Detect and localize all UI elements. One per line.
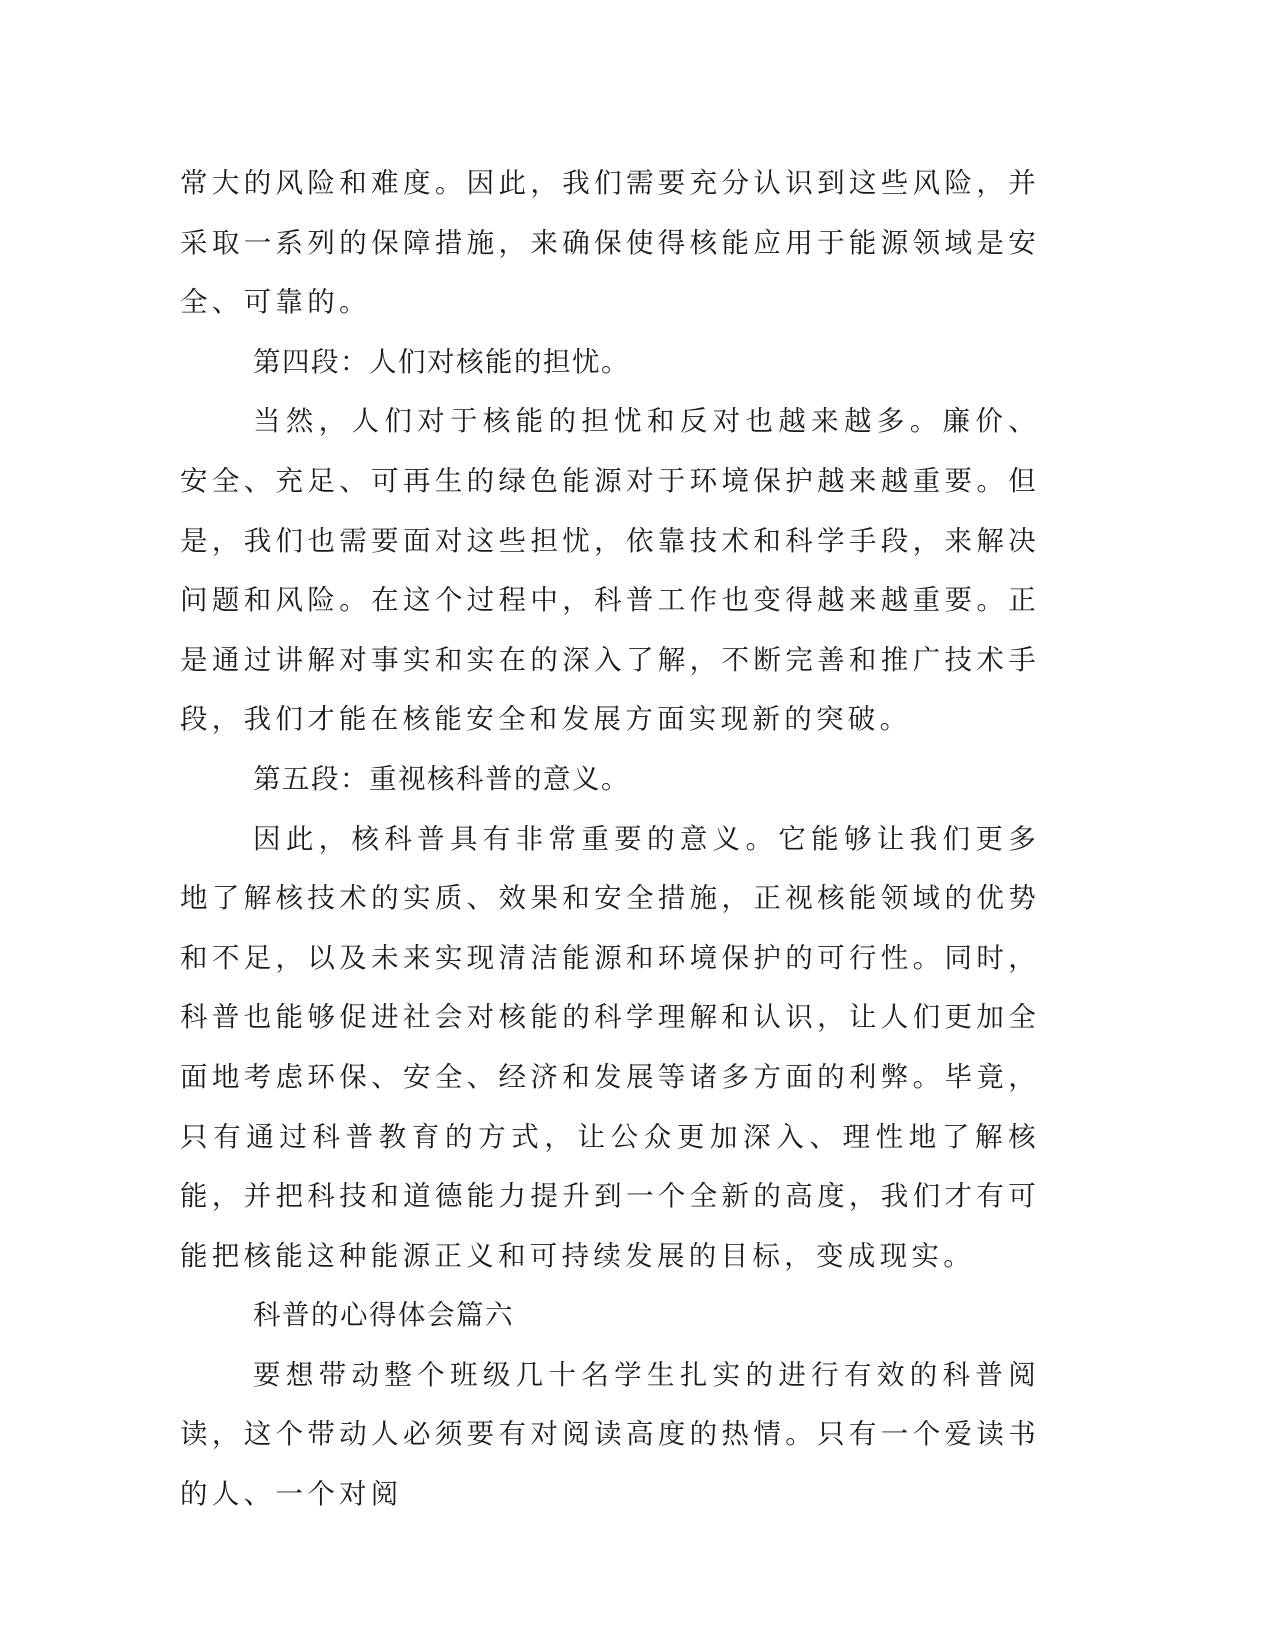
part-heading-6: 科普的心得体会篇六: [253, 1299, 514, 1332]
section-heading-5: 第五段：重视核科普的意义。: [253, 762, 630, 795]
section-heading-4: 第四段：人们对核能的担忧。: [253, 345, 630, 378]
paragraph-continuation: 常大的风险和难度。因此，我们需要充分认识到这些风险，并采取一系列的保障措施，来确保使得核能应用于能源领域是安全、可靠的。: [180, 167, 1040, 319]
document-body: [180, 154, 1040, 1525]
paragraph-part-6: 要想带动整个班级几十名学生扎实的进行有效的科普阅读，这个带动人必须要有对阅读高度的热情。只有一个爱读书的人、一个对阅: [180, 1358, 1040, 1511]
paragraph-section-4: 当然，人们对于核能的担忧和反对也越来越多。廉价、安全、充足、可再生的绿色能源对于环境保护越来越重要。但是，我们也需要面对这些担忧，依靠技术和科学手段，来解决问题和风险。在这个过程中，科普工作也变得越来越重要。正是通过讲解对事实和实在的深入了解，不断完善和推广技术手段，我们才能在核能安全和发展方面实现新的突破。: [180, 405, 1040, 736]
paragraph-section-5: 因此，核科普具有非常重要的意义。它能够让我们更多地了解核技术的实质、效果和安全措施，正视核能领域的优势和不足，以及未来实现清洁能源和环境保护的可行性。同时，科普也能够促进社会对核能的科学理解和认识，让人们更加全面地考虑环保、安全、经济和发展等诸多方面的利弊。毕竟，只有通过科普教育的方式，让公众更加深入、理性地了解核能，并把科技和道德能力提升到一个全新的高度，我们才有可能把核能这种能源正义和可持续发展的目标，变成现实。: [180, 822, 1040, 1272]
